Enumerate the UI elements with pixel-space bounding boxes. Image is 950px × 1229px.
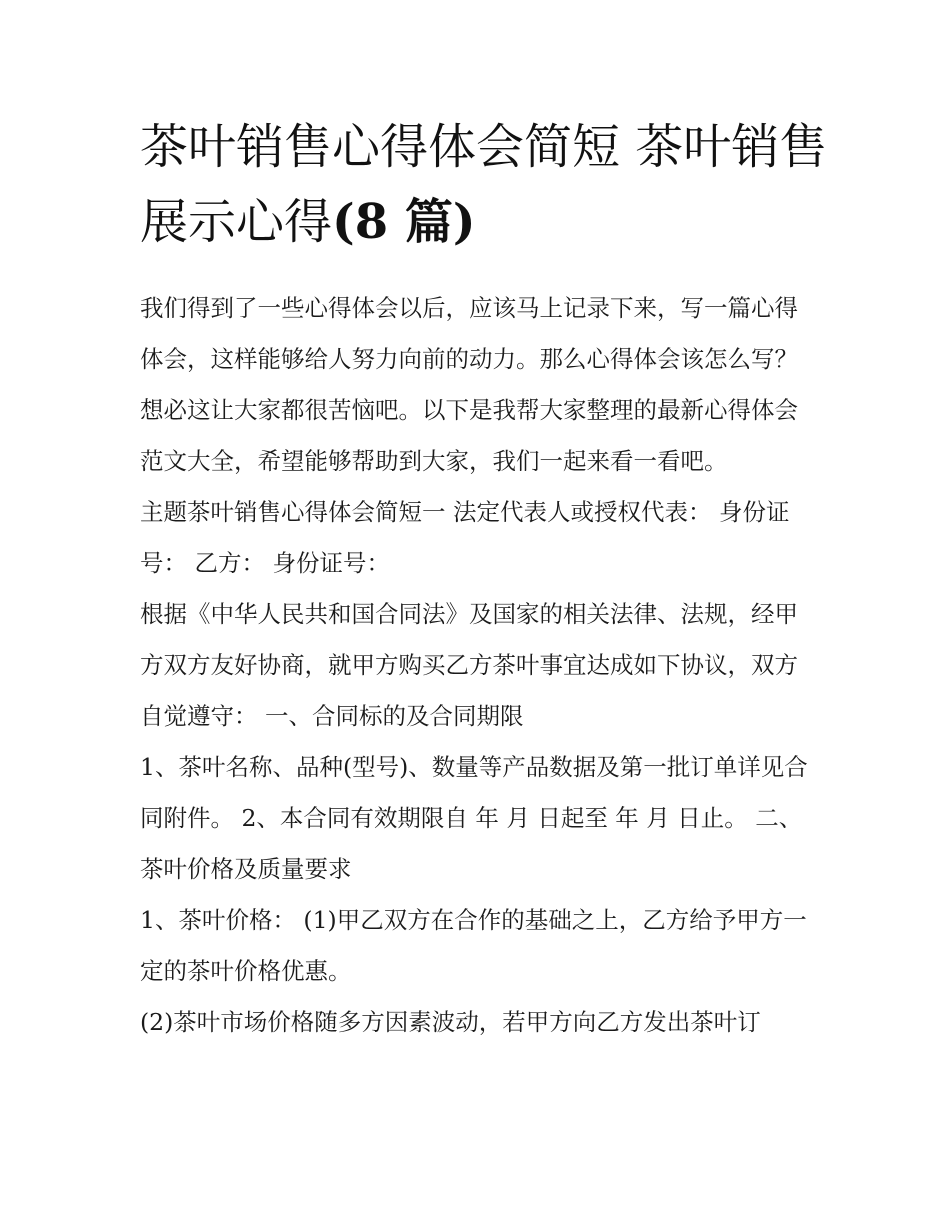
document-title (140, 110, 840, 260)
paragraph-contract-subject: 1、茶叶名称、品种(型号)、数量等产品数据及第一批订单详见合同附件。 2、本合同有效期限自 年 月 日起至 年 月 日止。 二、茶叶价格及质量要求 (140, 753, 808, 883)
document-title-text: 茶叶销售心得体会简短 茶叶销售展示心得 (140, 119, 828, 250)
document-title-count: (8 篇) (332, 194, 476, 250)
paragraph-intro: 我们得到了一些心得体会以后，应该马上记录下来，写一篇心得体会，这样能够给人努力向前的动力。那么心得体会该怎么写？想必这让大家都很苦恼吧。以下是我帮大家整理的最新心得体会范文大全，希望能够帮助到大家，我们一起来看一看吧。 (140, 294, 798, 475)
paragraph-price: 1、茶叶价格： (1)甲乙双方在合作的基础之上，乙方给予甲方一定的茶叶价格优惠。 (140, 906, 807, 985)
paragraph-contract-parties: 主题茶叶销售心得体会简短一 法定代表人或授权代表： 身份证号： 乙方： 身份证号： (140, 498, 790, 577)
paragraph-legal-basis: 根据《中华人民共和国合同法》及国家的相关法律、法规，经甲方双方友好协商，就甲方购买乙方茶叶事宜达成如下协议，双方自觉遵守： 一、合同标的及合同期限 (140, 600, 798, 730)
document-body (140, 283, 820, 1048)
paragraph-price-fluctuation: (2)茶叶市场价格随多方因素波动，若甲方向乙方发出茶叶订 (140, 1008, 761, 1036)
